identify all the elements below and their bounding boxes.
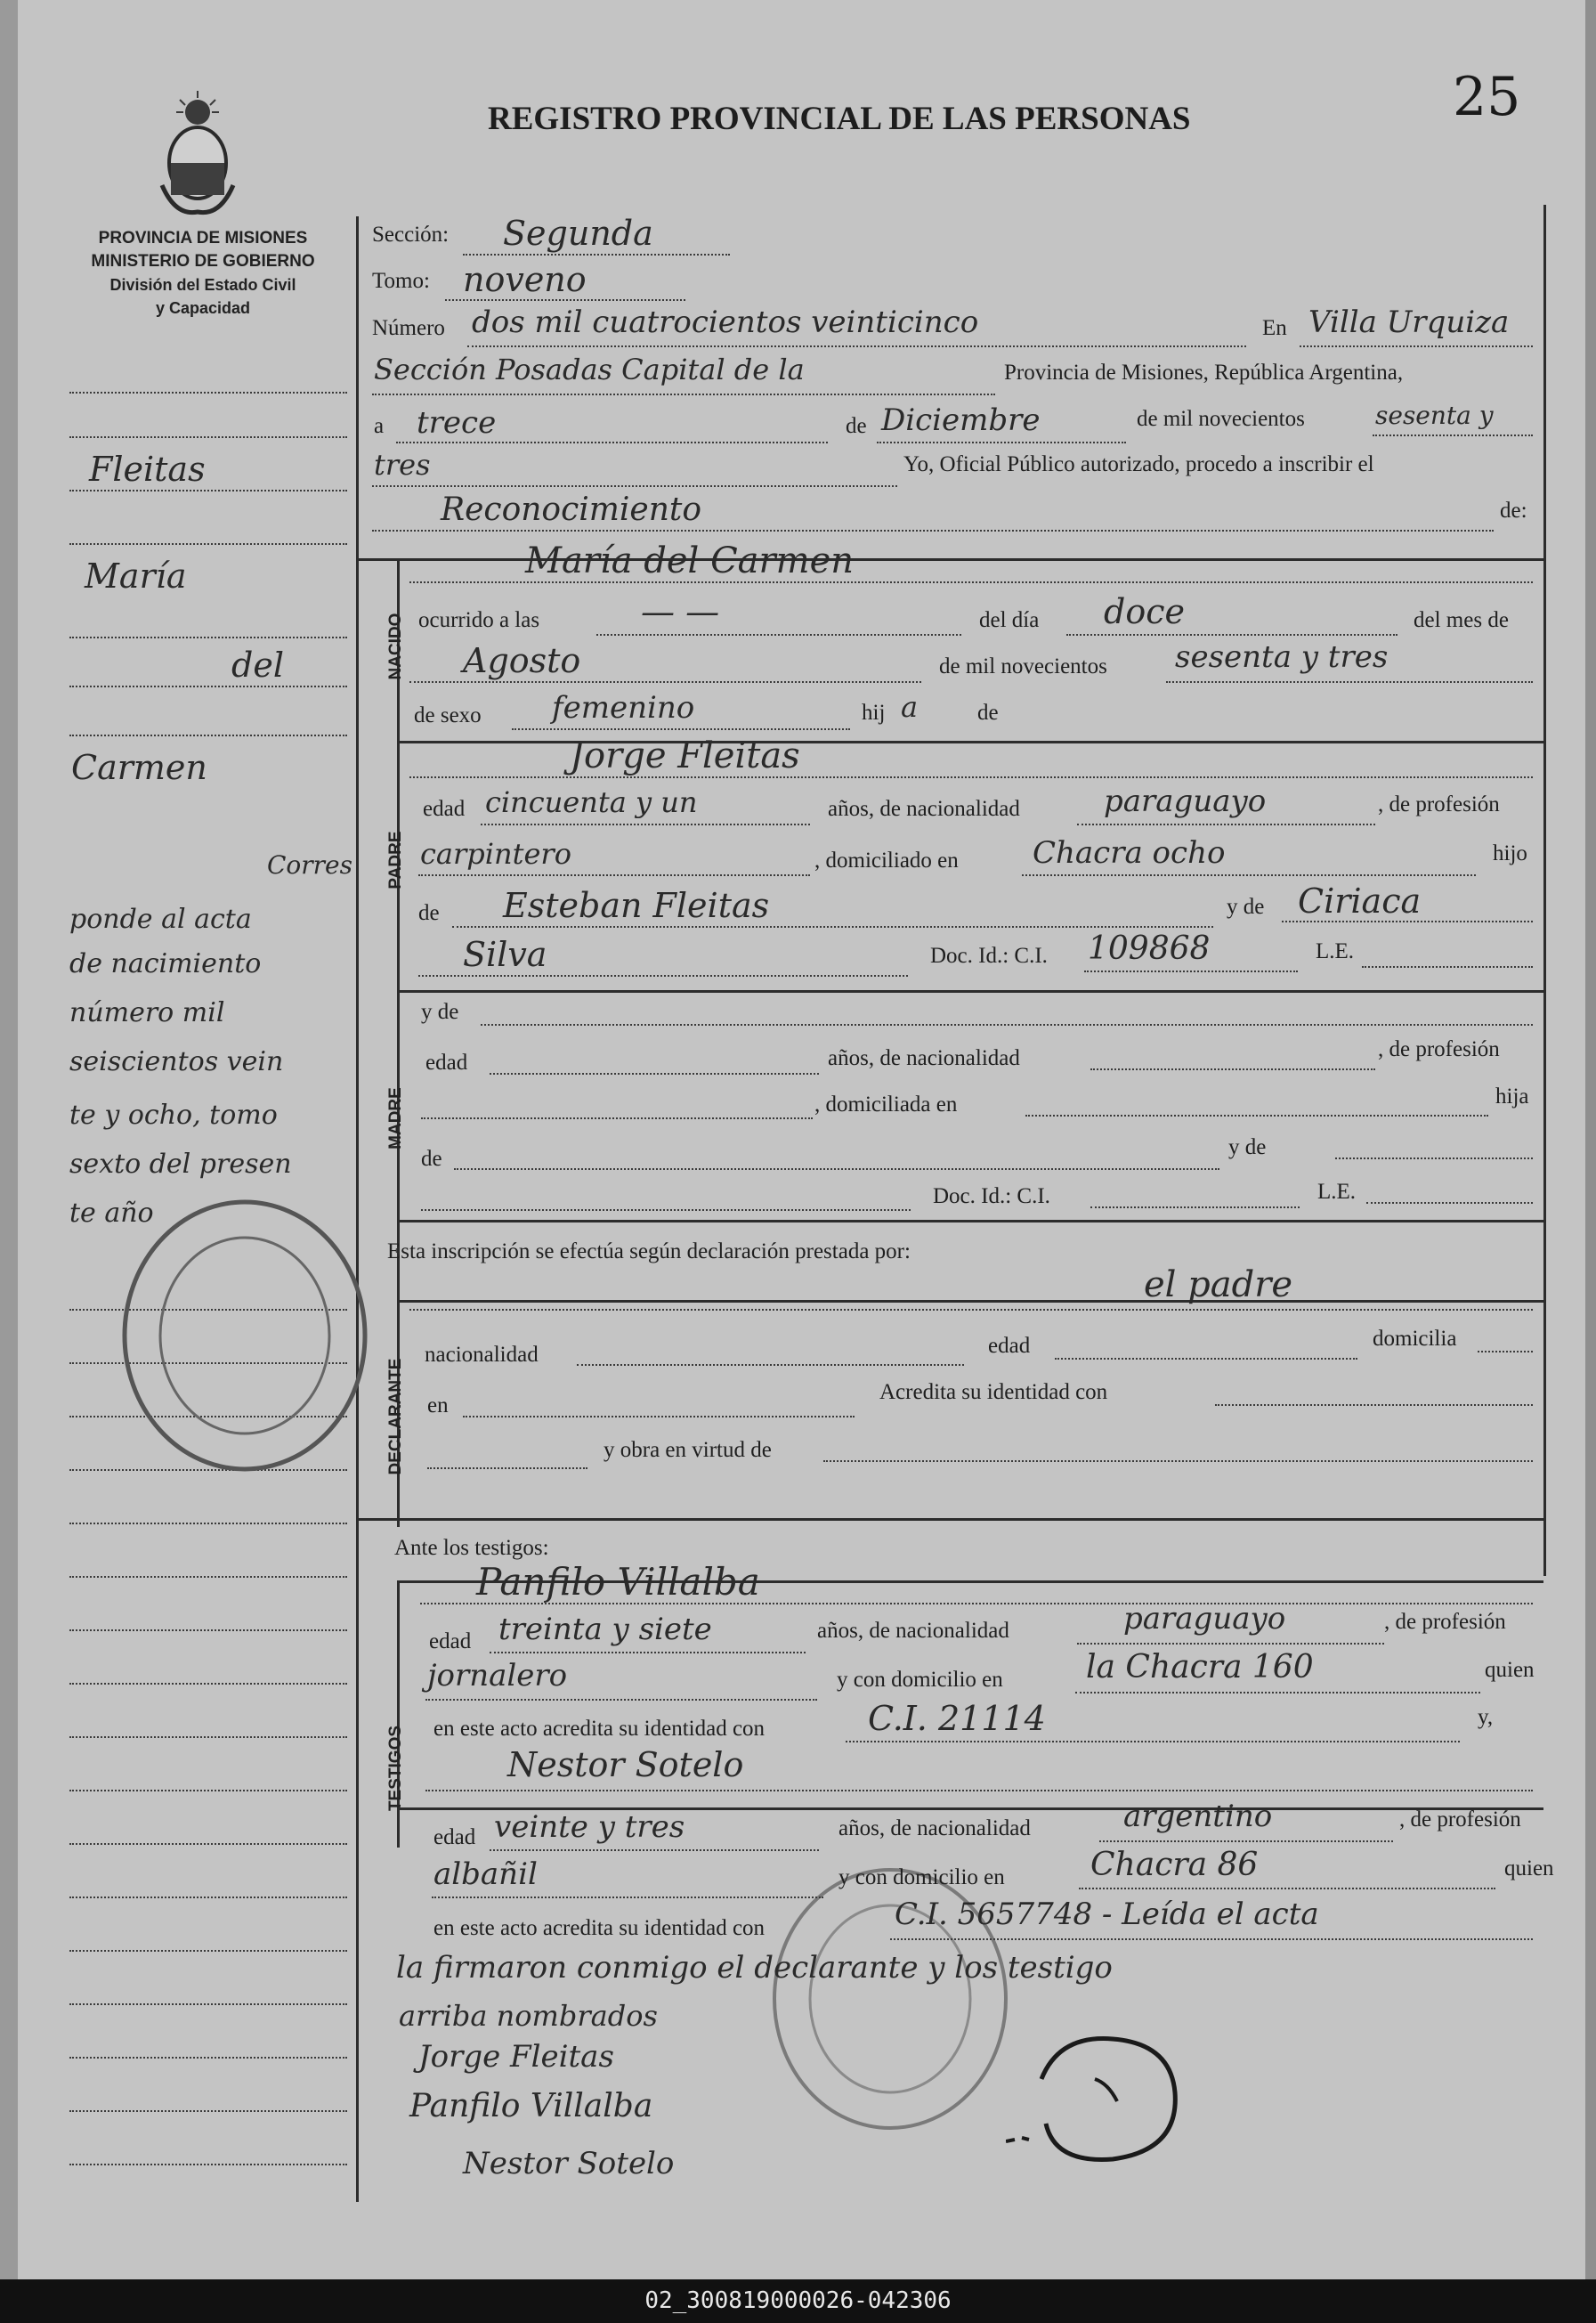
official-signature-icon [1006,2017,1202,2177]
label-a: a [374,414,385,438]
rule-madre-bottom [397,1220,1543,1222]
field-line [1077,824,1375,825]
value-numero: dos mil cuatrocientos veinticinco [472,305,979,340]
field-line [1366,1202,1533,1204]
label-de-sexo: de sexo [414,703,482,727]
label-hij: hij [862,701,886,725]
margin-note-6: te y ocho, tomo [69,1100,278,1131]
label-edad-decl: edad [988,1334,1031,1358]
label-y-de: y de [1227,895,1265,919]
label-domicilia: domicilia [1373,1327,1457,1351]
value-testigo1-profesion: jornalero [427,1658,568,1694]
label-esta-inscripcion: Esta inscripción se efectúa según declaración prestada por: [387,1239,911,1263]
label-seccion: Sección: [372,223,450,247]
field-line [445,299,685,301]
value-padre-domicilio: Chacra ocho [1033,835,1226,871]
value-dia-nac: doce [1104,592,1185,631]
value-nombre: María del Carmen [525,540,855,581]
margin-rule [69,1736,347,1738]
value-testigo1-domicilio: la Chacra 160 [1086,1649,1314,1685]
label-doc-id: Doc. Id.: C.I. [930,944,1048,968]
label-del-dia: del día [979,608,1040,632]
field-line [418,874,810,876]
label-declarante: DECLARANTE [386,1358,405,1475]
field-line [1478,1351,1533,1352]
label-ante-testigos: Ante los testigos: [394,1536,549,1560]
field-line [1090,1206,1300,1208]
issuer-line-1: PROVINCIA DE MISIONES [98,229,308,248]
field-line [512,728,850,730]
field-line [425,1699,817,1701]
label-nacido: NACIDO [386,613,405,680]
label-de-3: de [418,901,440,925]
page-title: REGISTRO PROVINCIAL DE LAS PERSONAS [488,101,1191,137]
label-tomo: Tomo: [372,269,430,293]
margin-rule [69,2057,347,2059]
field-line [596,634,961,636]
label-y-comma: y, [1478,1705,1494,1729]
value-testigo1-nombre: Panfilo Villalba [476,1560,760,1604]
value-anio-nac: sesenta y tres [1175,639,1389,675]
rule-padre-bottom [397,990,1543,993]
field-line [490,1849,819,1851]
label-obra: y obra en virtud de [604,1438,772,1462]
margin-rule [69,2110,347,2112]
field-line [1282,921,1533,922]
label-anos-nac: años, de nacionalidad [828,797,1020,821]
field-line [396,442,828,443]
label-edad-t2: edad [433,1825,476,1849]
label-le: L.E. [1316,939,1355,963]
value-dia: trece [417,405,497,441]
field-line [490,1652,806,1653]
margin-note-7: sexto del presen [69,1149,292,1180]
margin-note-surname: Fleitas [89,450,206,489]
value-testigo2-domicilio: Chacra 86 [1090,1847,1259,1883]
margin-note-name3: Carmen [71,748,207,787]
field-line [452,926,1213,928]
value-mes-nac: Agosto [463,641,581,680]
label-domiciliada: , domiciliada en [814,1092,958,1117]
rule-declarante-top [397,1300,1543,1303]
field-line [425,1790,1533,1791]
field-line [877,442,1126,443]
label-hijo: hijo [1493,841,1527,865]
label-profesion-t2: , de profesión [1399,1807,1521,1832]
label-anos-nac-madre: años, de nacionalidad [828,1046,1020,1070]
field-line [421,1209,911,1211]
margin-note-5: seiscientos vein [69,1046,284,1077]
margin-note-2: ponde al acta [69,904,252,935]
field-line [409,1309,1533,1311]
field-line [1075,1692,1480,1694]
value-anio: sesenta y [1375,401,1494,430]
margin-note-8: te año [69,1198,154,1229]
field-line [846,1741,1460,1742]
value-acto: Reconocimiento [441,491,702,528]
field-line [1055,1358,1357,1360]
label-numero: Número [372,316,445,340]
value-declarante: el padre [1144,1264,1293,1305]
field-line [577,1364,964,1366]
closing-line-1: la firmaron conmigo el declarante y los testigo [396,1950,1113,1986]
field-line [1335,1157,1533,1159]
margin-rule [69,686,347,687]
value-en: Villa Urquiza [1308,305,1510,340]
label-anos-nac-t1: años, de nacionalidad [817,1619,1009,1643]
label-de-madre: de [421,1147,442,1171]
label-y-con-domicilio-t1: y con domicilio en [837,1668,1003,1692]
label-en-este-acto-t2: en este acto acredita su identidad con [433,1916,766,1940]
margin-rule [69,1629,347,1631]
issuer-block [61,227,345,320]
margin-rule [69,392,347,394]
margin-note-name1: María [85,556,187,596]
field-line [490,1073,819,1075]
value-hij-suffix: a [901,690,919,724]
label-profesion-t1: , de profesión [1384,1610,1506,1634]
label-de-mil-nov: de mil novecientos [939,654,1107,678]
field-line [432,1897,823,1898]
margin-rule [69,1523,347,1524]
field-line [1079,1888,1495,1889]
label-y-de-madre: y de [421,1000,459,1024]
value-testigo1-doc: C.I. 21114 [868,1699,1046,1738]
margin-rule [69,1843,347,1845]
signature-2: Panfilo Villalba [409,2088,653,2124]
margin-rule [69,2003,347,2005]
margin-note-3: de nacimiento [69,948,262,979]
label-de-2: de [977,701,999,725]
label-en-este-acto-t1: en este acto acredita su identidad con [433,1717,766,1741]
value-seccion-line: Sección Posadas Capital de la [374,353,805,386]
value-seccion: Segunda [503,214,653,253]
value-padre-nombre: Jorge Fleitas [570,735,800,776]
field-line [1077,1643,1384,1645]
field-line [467,345,1246,347]
field-line [1215,1404,1533,1406]
value-sexo: femenino [552,690,695,726]
value-padre-edad: cincuenta y un [485,785,698,819]
margin-rule [69,1576,347,1578]
margin-rule [69,436,347,438]
value-testigo1-nacionalidad: paraguayo [1123,1601,1286,1637]
label-mil-novecientos: de mil novecientos [1137,407,1305,431]
label-acredita: Acredita su identidad con [879,1380,1108,1404]
label-edad-madre: edad [425,1051,468,1075]
label-quien-t2: quien [1504,1856,1554,1880]
margin-rule [69,1683,347,1685]
field-line [1025,1115,1488,1117]
label-edad: edad [423,797,466,821]
label-del-mes: del mes de [1414,608,1509,632]
value-padre-profesion: carpintero [420,837,571,871]
label-en: En [1262,316,1287,340]
page-number: 25 [1453,66,1521,128]
label-nacionalidad: nacionalidad [425,1343,539,1367]
value-anio-cont: tres [374,448,431,482]
value-testigo1-edad: treinta y siete [498,1612,712,1647]
signature-3: Nestor Sotelo [463,2146,675,2181]
value-padre-nacionalidad: paraguayo [1104,784,1267,819]
label-profesion-madre: , de profesión [1378,1037,1500,1061]
field-line [1099,1840,1393,1842]
label-testigos: TESTIGOS [386,1725,405,1812]
label-provincia: Provincia de Misiones, República Argentina, [1004,361,1404,385]
field-line [372,485,897,487]
label-yo-oficial: Yo, Oficial Público autorizado, procedo a inscribir el [903,452,1374,476]
issuer-line-2: MINISTERIO DE GOBIERNO [91,252,315,271]
value-abuelo: Esteban Fleitas [503,886,770,925]
field-line [372,530,1494,532]
coat-of-arms-icon [153,87,242,221]
label-doc-id-madre: Doc. Id.: C.I. [933,1184,1050,1208]
value-tomo: noveno [463,260,587,299]
field-line [463,254,730,256]
label-hija: hija [1495,1084,1529,1109]
label-edad-t1: edad [429,1629,472,1653]
field-line [1362,966,1533,968]
label-quien-t1: quien [1485,1658,1535,1682]
field-line [1022,874,1476,876]
value-abuela: Ciriaca [1298,881,1422,921]
field-line [409,581,1533,583]
issuer-line-4: y Capacidad [155,299,251,317]
margin-note-4: número mil [69,997,225,1028]
margin-rule [69,543,347,545]
margin-note-name2: del [231,646,284,685]
label-ocurrido: ocurrido a las [418,608,540,632]
label-de-profesion: , de profesión [1378,792,1500,816]
field-line [463,1416,855,1417]
rule-declarante-bottom [358,1518,1543,1521]
field-line [1066,634,1398,636]
scan-footer-id: 02_300819000026-042306 [0,2279,1596,2323]
label-madre: MADRE [386,1087,405,1149]
margin-note-1: Corres [267,850,352,880]
margin-rule [69,1897,347,1898]
main-frame-right [1543,205,1546,1576]
value-testigo2-doc: C.I. 5657748 - Leída el acta [895,1897,1319,1932]
value-abuela-2: Silva [463,935,547,974]
margin-rule [69,490,347,491]
value-testigo2-profesion: albañil [433,1856,538,1892]
field-line [409,681,921,683]
field-line [372,394,995,395]
label-padre: PADRE [386,831,405,889]
margin-rule [69,2164,347,2165]
value-mes: Diciembre [881,402,1041,438]
signature-1: Jorge Fleitas [418,2039,614,2075]
field-line [823,1460,1533,1462]
value-hora: — — [641,592,720,631]
field-line [1090,1068,1375,1070]
value-testigo2-nombre: Nestor Sotelo [507,1745,744,1784]
field-line [1373,435,1533,436]
label-en-decl: en [427,1393,449,1417]
field-line [427,1467,587,1469]
value-padre-ci: 109868 [1088,930,1211,967]
margin-rule [69,735,347,736]
registry-stamp-icon [116,1189,374,1482]
margin-rule [69,1950,347,1952]
label-de-colon: de: [1500,499,1527,523]
field-line [1166,681,1533,683]
field-line [454,1168,1219,1170]
label-de: de [846,414,867,438]
field-line [1084,971,1298,972]
label-le-madre: L.E. [1317,1180,1357,1204]
label-anos-nac-t2: años, de nacionalidad [839,1816,1031,1840]
label-y-con-domicilio-t2: y con domicilio en [839,1865,1005,1889]
label-y-de-madre-2: y de [1228,1135,1267,1159]
issuer-line-3: División del Estado Civil [109,276,296,294]
field-line [481,1024,1533,1026]
field-line [421,1117,813,1119]
field-line [409,776,1533,778]
field-line [1300,345,1533,347]
field-line [890,1938,1533,1940]
margin-rule [69,1790,347,1791]
value-testigo2-edad: veinte y tres [494,1809,685,1845]
closing-line-2: arriba nombrados [399,1999,658,2033]
field-line [418,975,908,977]
margin-rule [69,637,347,638]
field-line [481,824,810,825]
label-domiciliado: , domiciliado en [814,849,959,873]
value-testigo2-nacionalidad: argentino [1123,1799,1273,1834]
